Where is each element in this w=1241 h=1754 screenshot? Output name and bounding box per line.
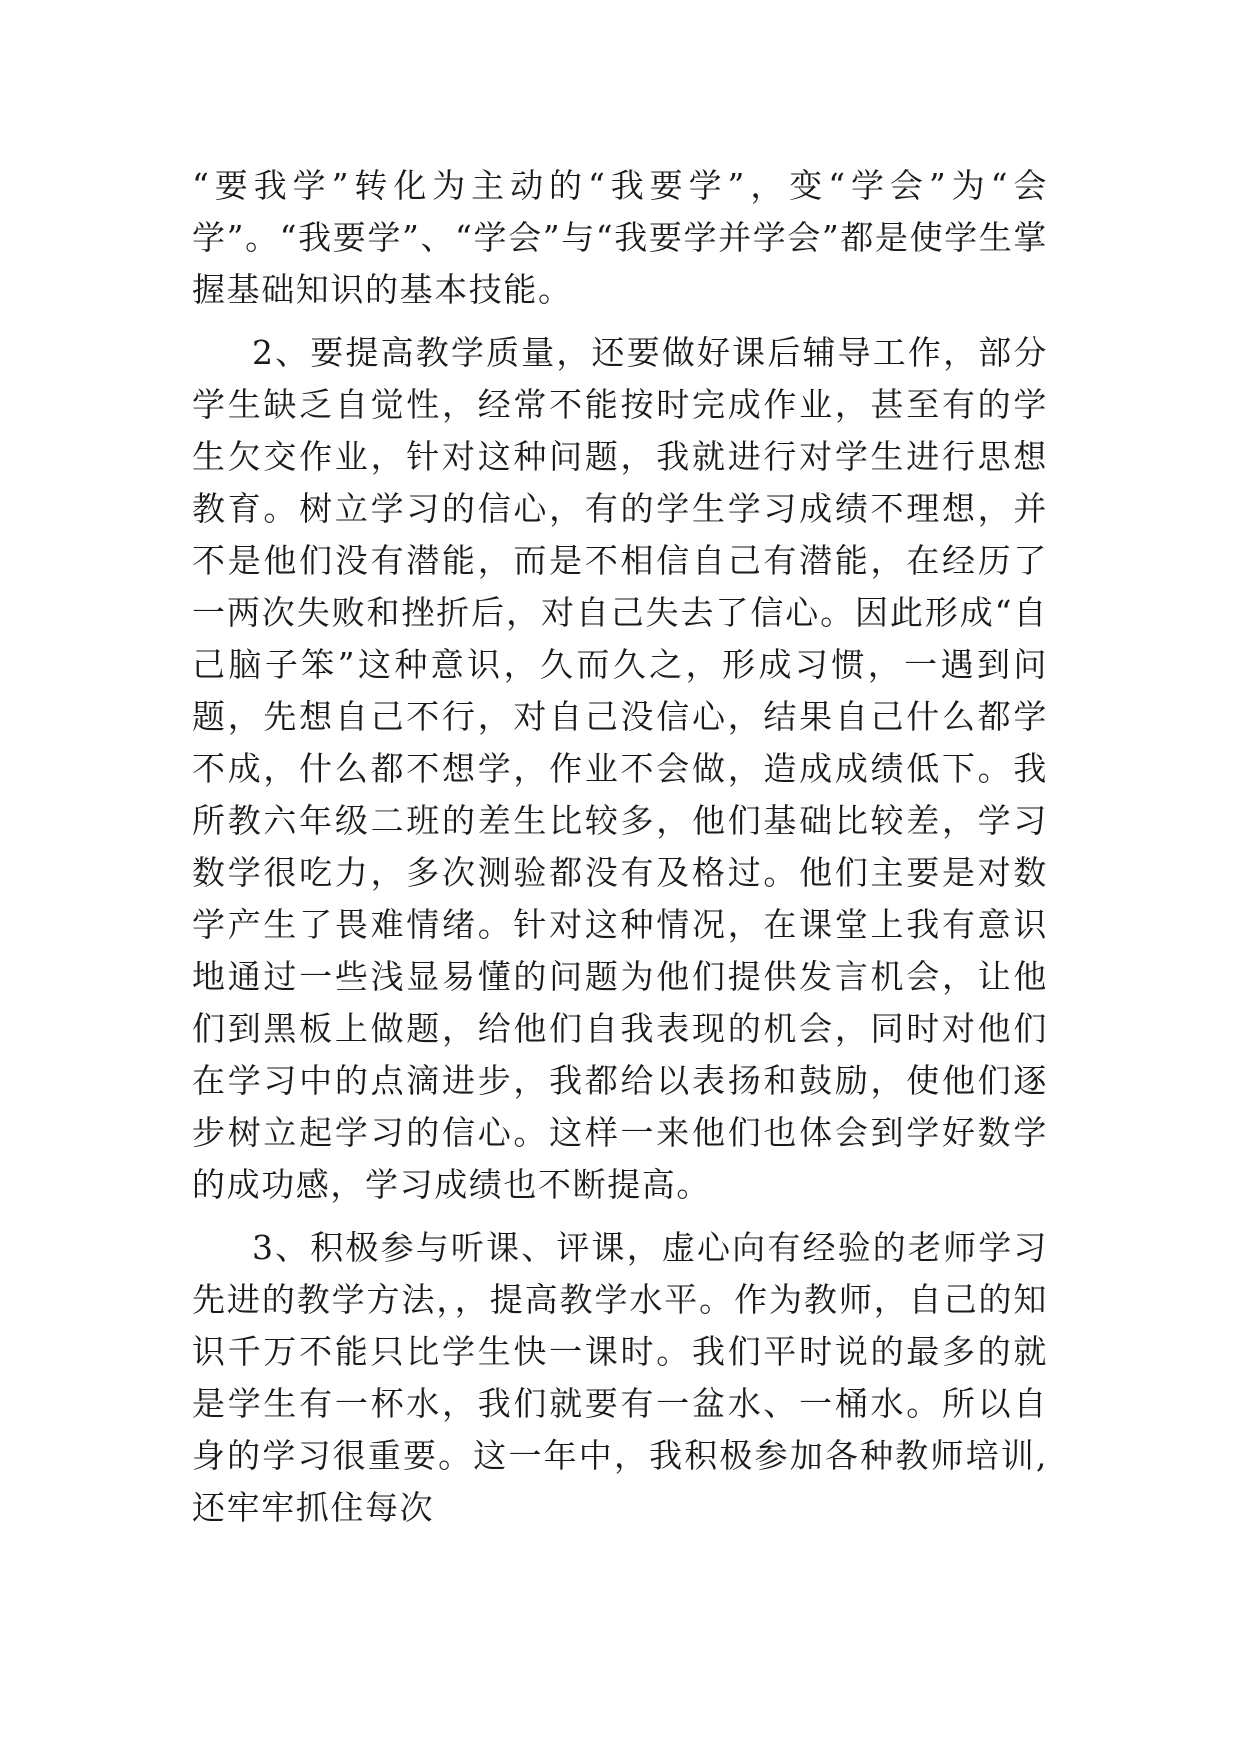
paragraph-item-3: 3、积极参与听课、评课，虚心向有经验的老师学习先进的教学方法，，提高教学水平。作为教师，自己的知识千万不能只比学生快一课时。我们平时说的最多的就是学生有一杯水，我们就要有一盆水、一桶水。所以自身的学习很重要。这一年中，我积极参加各种教师培训,还牢牢抓住每次: [192, 1228, 1048, 1527]
document-body: [192, 160, 1048, 1545]
paragraph-item-2: 2、要提高教学质量，还要做好课后辅导工作，部分学生缺乏自觉性，经常不能按时完成作业，甚至有的学生欠交作业，针对这种问题，我就进行对学生进行思想教育。树立学习的信心，有的学生学习成绩不理想，并不是他们没有潜能，而是不相信自己有潜能，在经历了一两次失败和挫折后，对自己失去了信心。因此形成“自己脑子笨”这种意识，久而久之，形成习惯，一遇到问题，先想自己不行，对自己没信心，结果自己什么都学不成，什么都不想学，作业不会做，造成成绩低下。我所教六年级二班的差生比较多，他们基础比较差，学习数学很吃力，多次测验都没有及格过。他们主要是对数学产生了畏难情绪。针对这种情况，在课堂上我有意识地通过一些浅显易懂的问题为他们提供发言机会，让他们到黑板上做题，给他们自我表现的机会，同时对他们在学习中的点滴进步，我都给以表扬和鼓励，使他们逐步树立起学习的信心。这样一来他们也体会到学好数学的成功感，学习成绩也不断提高。: [192, 333, 1048, 1204]
paragraph-continuation: “要我学”转化为主动的“我要学”，变“学会”为“会学”。“我要学”、“学会”与“我要学并学会”都是使学生掌握基础知识的基本技能。: [192, 166, 1048, 309]
